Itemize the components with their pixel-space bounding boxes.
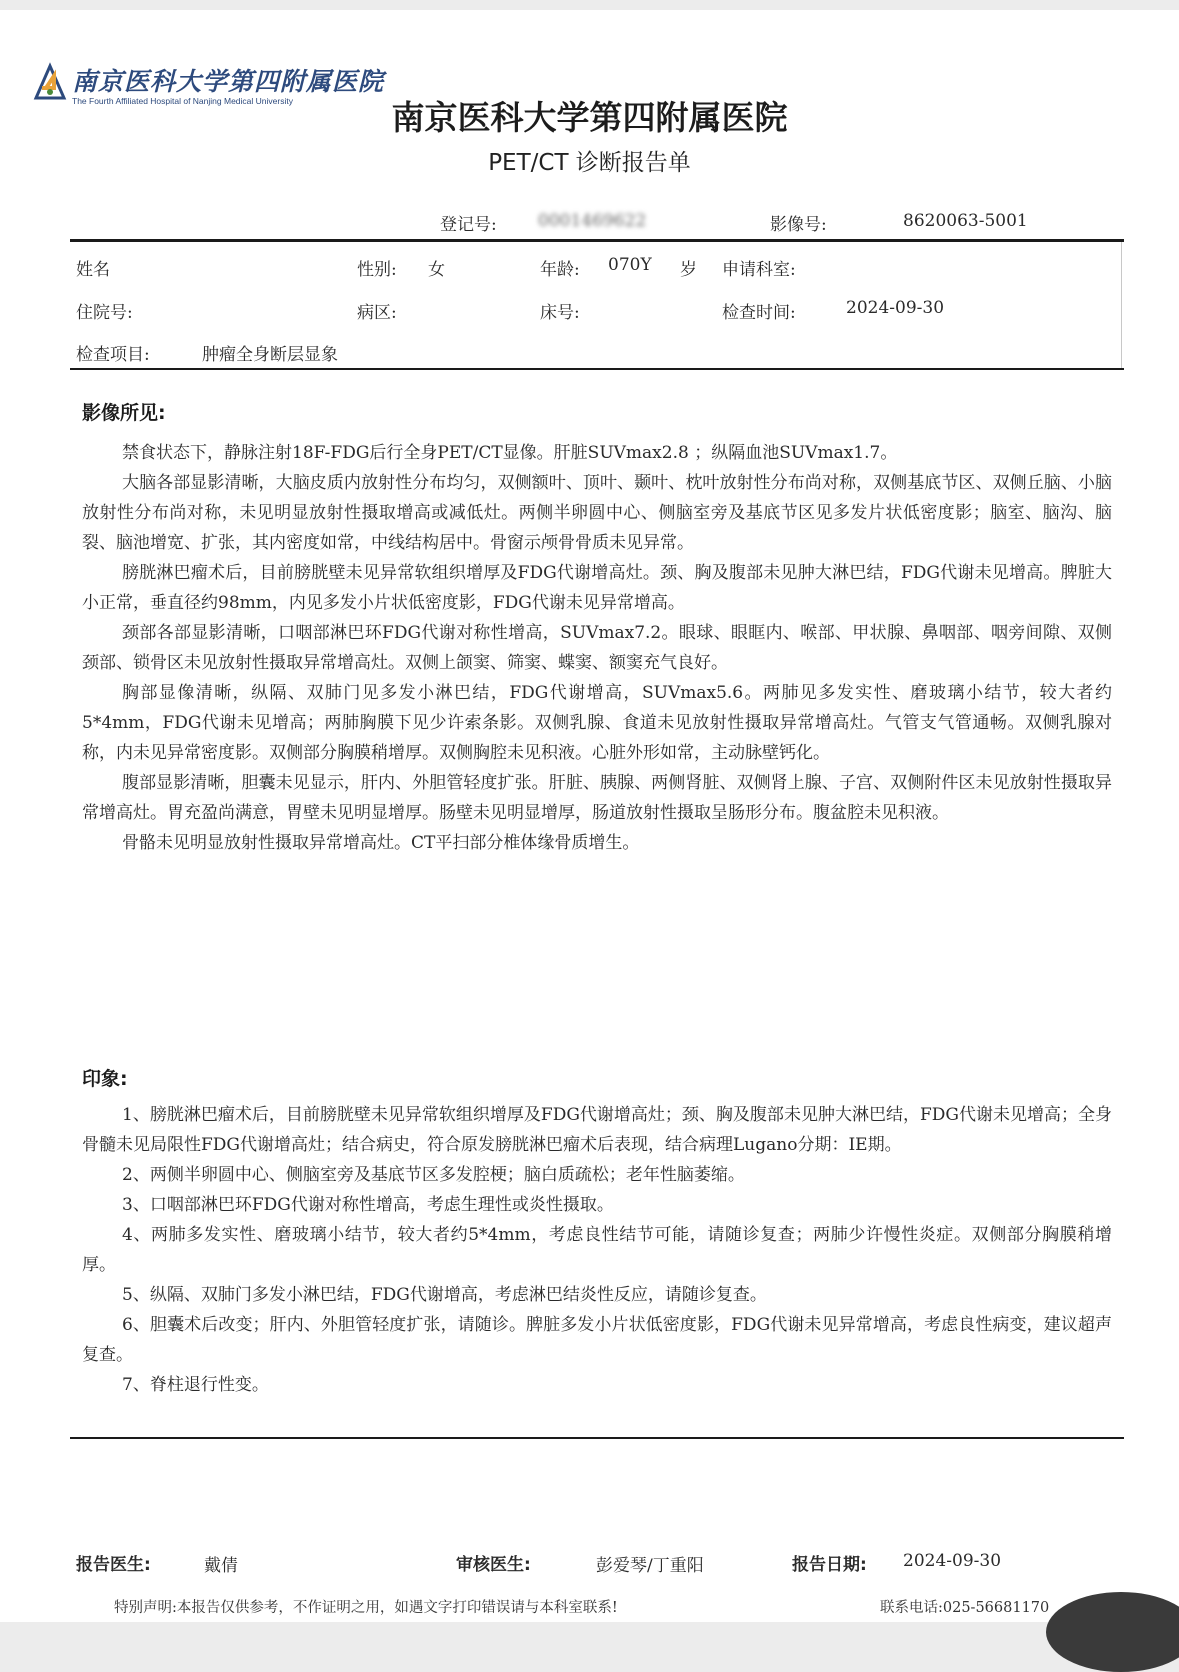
findings-paragraph: 腹部显影清晰，胆囊未见显示，肝内、外胆管轻度扩张。肝脏、胰腺、两侧肾脏、双侧肾上腺、子宫、双侧附件区未见放射性摄取异常增高灶。胃充盈尚满意，胃壁未见明显增厚。肠壁未见明显增厚，肠道放射性摄取呈肠形分布。腹盆腔未见积液。 [82, 773, 1112, 823]
header-right-border [1121, 242, 1122, 370]
impression-item: 4、两肺多发实性、磨玻璃小结节，较大者约5*4mm，考虑良性结节可能，请随诊复查；两肺少许慢性炎症。双侧部分胸膜稍增厚。 [82, 1225, 1112, 1275]
report-paper [0, 10, 1179, 1622]
bed-label: 床号: [540, 303, 580, 323]
sex-label: 性别: [357, 260, 397, 280]
report-date-value: 2024-09-30 [903, 1551, 1002, 1571]
findings-paragraph: 禁食状态下，静脉注射18F-FDG后行全身PET/CT显像。肝脏SUVmax2.8 ；纵隔血池SUVmax1.7。 [122, 443, 898, 463]
impression-item: 7、脊柱退行性变。 [122, 1375, 269, 1395]
report-doctor-value: 戴倩 [204, 1556, 238, 1576]
impression-item: 6、胆囊术后改变；肝内、外胆管轻度扩张，请随诊。脾脏多发小片状低密度影，FDG代谢未见异常增高，考虑良性病变，建议超声复查。 [82, 1315, 1112, 1365]
registration-label: 登记号: [440, 215, 497, 235]
ward-label: 病区: [357, 303, 397, 323]
sex-value: 女 [428, 260, 445, 280]
page-title: 南京医科大学第四附属医院 [391, 98, 788, 137]
report-date-label: 报告日期: [792, 1555, 867, 1575]
registration-number-blurred: 0001469622 [538, 211, 647, 231]
review-doctor-label: 审核医生: [456, 1555, 531, 1575]
header-bottom-rule [70, 368, 1124, 370]
exam-item-value: 肿瘤全身断层显象 [202, 345, 338, 365]
patient-name-label: 姓名 [76, 260, 110, 280]
report-title: PET/CT 诊断报告单 [488, 150, 691, 176]
impression-body [82, 1100, 1112, 1400]
exam-time-label: 检查时间: [722, 303, 796, 323]
impression-item: 1、膀胱淋巴瘤术后，目前膀胱壁未见异常软组织增厚及FDG代谢增高灶；颈、胸及腹部未见肿大淋巴结，FDG代谢未见增高；全身骨髓未见局限性FDG代谢增高灶；结合病史，符合原发膀胱淋巴瘤术后表现，结合病理Lugano分期：IE期。 [82, 1105, 1112, 1155]
logo-english-name: The Fourth Affiliated Hospital of Nanjing Medical University [72, 96, 293, 106]
image-number-label: 影像号: [770, 215, 827, 235]
impression-item: 5、纵隔、双肺门多发小淋巴结，FDG代谢增高，考虑淋巴结炎性反应，请随诊复查。 [122, 1285, 767, 1305]
registration-value [538, 211, 646, 231]
findings-paragraph: 膀胱淋巴瘤术后，目前膀胱壁未见异常软组织增厚及FDG代谢增高灶。颈、胸及腹部未见肿大淋巴结，FDG代谢未见增高。脾脏大小正常，垂直径约98mm，内见多发小片状低密度影，FDG代谢未见异常增高。 [82, 563, 1112, 613]
findings-body [82, 438, 1112, 858]
department-label: 申请科室: [722, 260, 796, 280]
inpatient-number-label: 住院号: [76, 303, 133, 323]
age-value: 070Y [608, 255, 652, 275]
impression-item: 3、口咽部淋巴环FDG代谢对称性增高，考虑生理性或炎性摄取。 [122, 1195, 614, 1215]
age-unit: 岁 [680, 260, 697, 280]
impression-bottom-rule [70, 1437, 1124, 1439]
findings-paragraph: 胸部显像清晰，纵隔、双肺门见多发小淋巴结，FDG代谢增高，SUVmax5.6。两肺见多发实性、磨玻璃小结节，较大者约5*4mm，FDG代谢未见增高；两肺胸膜下见少许索条影。双侧乳腺、食道未见放射性摄取异常增高灶。气管支气管通畅。双侧乳腺对称，内未见异常密度影。双侧部分胸膜稍增厚。双侧胸腔未见积液。心脏外形如常，主动脉壁钙化。 [82, 683, 1112, 763]
impression-item: 2、两侧半卵圆中心、侧脑室旁及基底节区多发腔梗；脑白质疏松；老年性脑萎缩。 [122, 1165, 745, 1185]
header-top-rule [70, 239, 1124, 242]
age-label: 年龄: [540, 260, 580, 280]
findings-paragraph: 大脑各部显影清晰，大脑皮质内放射性分布均匀，双侧额叶、顶叶、颞叶、枕叶放射性分布尚对称，双侧基底节区、双侧丘脑、小脑放射性分布尚对称，未见明显放射性摄取增高或减低灶。两侧半卵圆中心、侧脑室旁及基底节区见多发片状低密度影；脑室、脑沟、脑裂、脑池增宽、扩张，其内密度如常，中线结构居中。骨窗示颅骨骨质未见异常。 [82, 473, 1112, 553]
findings-heading: 影像所见: [82, 402, 166, 424]
contact-phone: 联系电话:025-56681170 [880, 1600, 1050, 1616]
exam-item-label: 检查项目: [76, 345, 150, 365]
image-number-value: 8620063-5001 [903, 211, 1028, 231]
exam-time-value: 2024-09-30 [846, 298, 945, 318]
logo-chinese-name: 南京医科大学第四附属医院 [72, 67, 385, 96]
report-doctor-label: 报告医生: [76, 1555, 151, 1575]
review-doctor-value: 彭爱琴/丁重阳 [596, 1556, 704, 1576]
findings-paragraph: 颈部各部显影清晰，口咽部淋巴环FDG代谢对称性增高，SUVmax7.2。眼球、眼眶内、喉部、甲状腺、鼻咽部、咽旁间隙、双侧颈部、锁骨区未见放射性摄取异常增高灶。双侧上颌窦、筛窦、蝶窦、额窦充气良好。 [82, 623, 1112, 673]
corner-shadow [1046, 1592, 1179, 1672]
impression-heading: 印象: [82, 1068, 128, 1090]
findings-paragraph: 骨骼未见明显放射性摄取异常增高灶。CT平扫部分椎体缘骨质增生。 [122, 833, 640, 853]
disclaimer: 特别声明:本报告仅供参考，不作证明之用，如遇文字打印错误请与本科室联系! [114, 1600, 618, 1616]
